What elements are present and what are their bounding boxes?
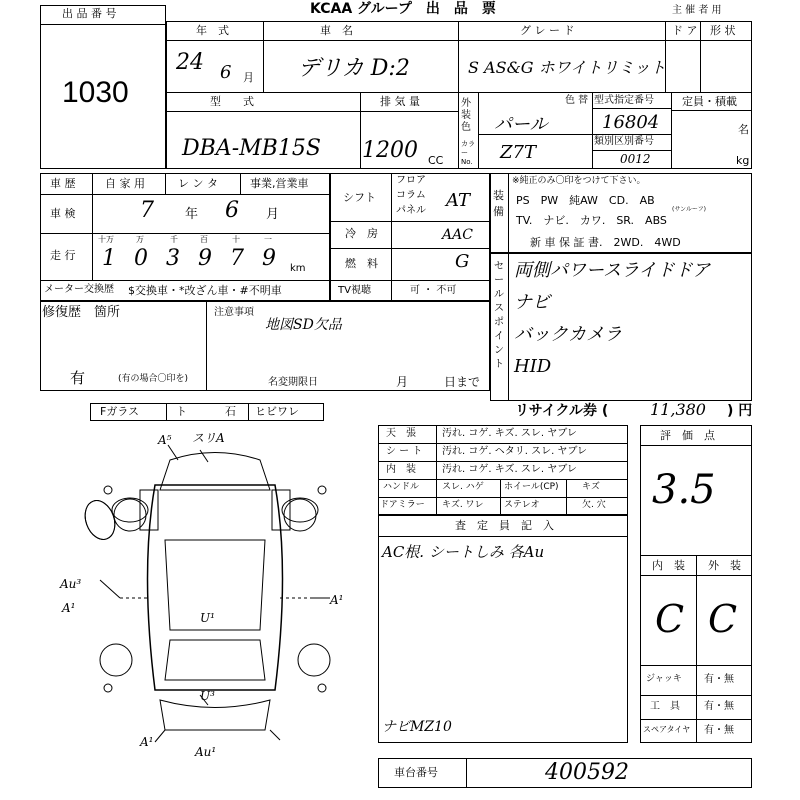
repair-note: (有の場合〇印を) [118, 374, 189, 384]
shift-option-floor: フロア [396, 175, 426, 186]
inspection-year: 7 [140, 198, 154, 223]
damage-mark: A¹ [140, 735, 154, 749]
name-change-day: 日まで [444, 375, 481, 389]
interior-score-label: 内 装 [652, 559, 685, 572]
grade-value: S AS&G ホワイトリミット [468, 58, 666, 77]
mileage-digit: 7 [230, 246, 244, 271]
exterior-color-label: 外装色 [461, 98, 471, 133]
tv-options: 可 ・ 不可 [410, 285, 457, 296]
damage-mark: A¹ [62, 601, 76, 615]
rating-value: 3.5 [652, 467, 716, 513]
condition-row-label: ドアミラー [380, 500, 425, 510]
repair-value: 有 [70, 369, 86, 387]
color-no-value: Z7T [500, 142, 536, 163]
windshield-option: ヒビワレ [255, 405, 299, 418]
repair-label: 修復歴 箇所 [42, 305, 121, 320]
equip-row-1: PS PW 純AW CD. AB [516, 194, 655, 207]
condition-row-extra-label: ステレオ [504, 500, 540, 510]
inspection-month: 6 [225, 198, 239, 223]
color-value: パール [494, 114, 548, 135]
year-value: 24 [176, 50, 204, 75]
lot-label: 出 品 番 号 [62, 7, 117, 20]
condition-row-value: キズ. ワレ [442, 500, 484, 510]
notes-value: 地図SD欠品 [265, 317, 342, 333]
sales-point: 両側パワースライドドア [514, 260, 711, 281]
model-value: DBA-MB15S [182, 136, 321, 161]
class-no-label: 類別区別番号 [594, 136, 654, 147]
fuel-value: G [455, 251, 470, 272]
condition-row-label: 天 張 [386, 428, 416, 439]
equip-label: 装備 [493, 189, 504, 218]
capacity-unit-persons: 名 [738, 123, 749, 136]
windshield-option: 石 [225, 405, 236, 418]
jack-label: ジャッキ [646, 674, 682, 684]
condition-row-label: シ ー ト [386, 446, 423, 457]
mileage-label: 走 行 [50, 249, 76, 262]
business-use-label: 事業,営業車 [250, 177, 309, 190]
car-name-label: 車 名 [320, 24, 353, 37]
windshield-label: Fガラス [100, 405, 139, 418]
sales-point: ナビ [514, 292, 550, 313]
mileage-digit-label: 十万 [98, 235, 114, 244]
rental-label: レ ン タ [178, 177, 218, 190]
mileage-digit-label: 一 [264, 235, 272, 244]
ac-value: AAC [442, 227, 473, 243]
shift-label: シフト [343, 191, 376, 204]
capacity-label: 定員・積載 [682, 95, 737, 108]
mileage-digit: 3 [166, 246, 180, 271]
mileage-digit: 1 [102, 246, 116, 271]
condition-row-value: 汚れ. コゲ. キズ. スレ. ヤブレ [442, 428, 577, 439]
condition-row-extra-value: キズ [582, 482, 600, 492]
shift-option-panel: パネル [396, 205, 426, 216]
condition-row-value: 汚れ. コゲ. ヘタリ. スレ. ヤブレ [442, 446, 588, 457]
name-change-label: 名変期限日 [268, 377, 318, 388]
organizer-label: 主 催 者 用 [672, 5, 722, 16]
damage-mark: Au³ [60, 577, 82, 591]
damage-mark: U³ [200, 689, 215, 703]
chassis-value: 400592 [545, 760, 629, 785]
damage-mark: A¹ [330, 593, 344, 607]
spare-yes-no: 有・無 [704, 725, 734, 736]
capacity-unit-kg: kg [736, 154, 750, 167]
condition-row-value: 汚れ. コゲ. キズ. スレ. ヤブレ [442, 464, 577, 475]
exterior-score-value: C [708, 597, 738, 641]
recycle-value: 11,380 [650, 400, 706, 419]
condition-row-value: スレ. ハゲ [442, 482, 484, 492]
inspection-label: 車 検 [50, 207, 76, 220]
year-label: 年 式 [196, 24, 229, 37]
equip-note: ※純正のみ〇印をつけて下さい。 [512, 176, 646, 186]
damage-mark: スリA [192, 431, 225, 445]
recycle-unit: ) 円 [727, 403, 753, 419]
month-unit: 月 [243, 71, 254, 84]
month-value: 6 [220, 62, 232, 83]
mileage-digit-label: 万 [136, 235, 144, 244]
sales-point: HID [514, 356, 552, 377]
private-use-label: 自 家 用 [105, 177, 145, 190]
mileage-digit-label: 十 [232, 235, 240, 244]
sales-label: セールスポイント [494, 261, 504, 370]
name-change-month: 月 [396, 375, 409, 389]
chassis-label: 車台番号 [394, 766, 438, 779]
inspector-note: AC根. シートしみ 各Au [382, 543, 545, 561]
notes-label: 注意事項 [214, 307, 254, 318]
meter-swap-label: メーター交換歴 [44, 284, 114, 295]
interior-score-value: C [655, 597, 685, 641]
equip-row-3: 新 車 保 証 書. 2WD. 4WD [530, 236, 681, 249]
door-label: ド ア [672, 24, 698, 37]
exterior-score-label: 外 装 [708, 559, 741, 572]
condition-row-label: 内 装 [386, 464, 416, 475]
windshield-option: ト [176, 405, 187, 418]
shape-label: 形 状 [710, 24, 736, 37]
mileage-digit: 0 [134, 246, 148, 271]
fuel-label: 燃 料 [345, 257, 378, 270]
recycle-label: リサイクル券 ( [515, 403, 609, 419]
inspector-label: 査 定 員 記 入 [455, 519, 554, 532]
ac-label: 冷 房 [345, 227, 378, 240]
sunroof-note: (サンルーフ) [672, 206, 706, 213]
displacement-label: 排 気 量 [380, 95, 420, 108]
color-no-label: カラーNo. [461, 140, 475, 166]
lot-number: 1030 [62, 76, 129, 109]
type-no-value: 16804 [602, 112, 660, 133]
condition-row-extra-label: ホイール(CP) [504, 482, 559, 492]
inspection-month-unit: 月 [266, 207, 280, 222]
class-no-value: 0012 [620, 152, 651, 166]
cc-unit: CC [428, 154, 444, 167]
tv-label: TV視聴 [338, 285, 371, 296]
grade-label: グ レ ー ド [520, 24, 575, 37]
damage-mark: A⁵ [158, 433, 172, 447]
shift-value: AT [446, 190, 471, 211]
inspector-note: ナビMZ10 [382, 719, 452, 735]
mileage-digit-label: 百 [200, 235, 208, 244]
color-change-label: 色 替 [565, 95, 589, 106]
condition-row-label: ハンドル [383, 482, 420, 492]
mileage-digit: 9 [198, 246, 212, 271]
sales-point: バックカメラ [514, 324, 622, 345]
car-name: デリカ D:2 [298, 56, 410, 81]
car-history-label: 車 歴 [50, 177, 76, 190]
spare-tire-label: スペアタイヤ [643, 725, 691, 734]
equip-row-2: TV. ナビ. カワ. SR. ABS [516, 214, 667, 227]
damage-mark: U¹ [200, 611, 215, 625]
displacement-value: 1200 [362, 138, 418, 163]
mileage-digit-label: 千 [170, 235, 178, 244]
jack-yes-no: 有・無 [704, 674, 734, 685]
mileage-digit: 9 [262, 246, 276, 271]
form-title: KCAA グループ 出 品 票 [310, 1, 496, 17]
tools-label: 工 具 [650, 701, 680, 712]
shift-option-column: コラム [396, 190, 426, 201]
type-no-label: 型式指定番号 [594, 95, 654, 106]
damage-mark: Au¹ [195, 745, 217, 759]
rating-label: 評 価 点 [660, 429, 715, 442]
mileage-digits [94, 234, 286, 280]
meter-options: $交換車・*改ざん車・#不明車 [128, 284, 282, 297]
km-unit: km [290, 263, 306, 274]
condition-row-extra-value: 欠. 穴 [582, 500, 606, 510]
tools-yes-no: 有・無 [704, 701, 734, 712]
model-label: 型 式 [210, 95, 254, 108]
inspection-year-unit: 年 [185, 207, 199, 222]
